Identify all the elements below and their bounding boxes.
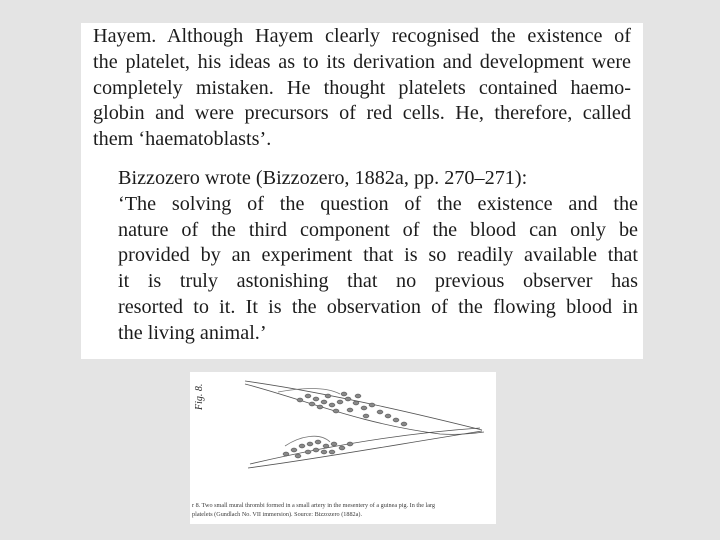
caption-line: r 8. Two small mural thrombi formed in a small artery in the mesentery of a guinea pig. In the larg — [192, 502, 435, 509]
thrombi-illustration — [190, 372, 496, 502]
figure-caption — [192, 502, 494, 519]
text-line: Hayem. Although Hayem clearly recognised the existence of — [93, 25, 631, 47]
caption-line: platelets (Gundlach No. VII immersion). Source: Bizzozero (1882a). — [192, 510, 362, 518]
text-line: Bizzozero wrote (Bizzozero, 1882a, pp. 270–271): — [118, 167, 528, 189]
text-line: ‘The solving of the question of the existence and the — [118, 192, 638, 215]
text-line: globin and were precursors of red cells. He, therefore, called — [93, 102, 631, 125]
text-line: nature of the third component of the blood can only be — [118, 218, 638, 241]
text-line: the platelet, his ideas as to its derivation and development were — [93, 50, 631, 73]
text-line: resorted to it. It is the observation of the flowing blood in — [118, 295, 638, 318]
figure-label: Fig. 8. — [194, 383, 205, 410]
text-line: them ‘haematoblasts’. — [93, 128, 272, 151]
text-excerpt-panel — [81, 23, 643, 359]
paragraph-hayem — [93, 24, 631, 153]
text-line: provided by an experiment that is so readily available that — [118, 244, 638, 267]
text-line: completely mistaken. He thought platelets contained haemo- — [93, 76, 631, 99]
text-line: the living animal.’ — [118, 321, 267, 344]
figure-panel — [190, 372, 496, 524]
text-line: it is truly astonishing that no previous observer has — [118, 270, 638, 293]
paragraph-bizzozero-quote — [118, 166, 638, 347]
